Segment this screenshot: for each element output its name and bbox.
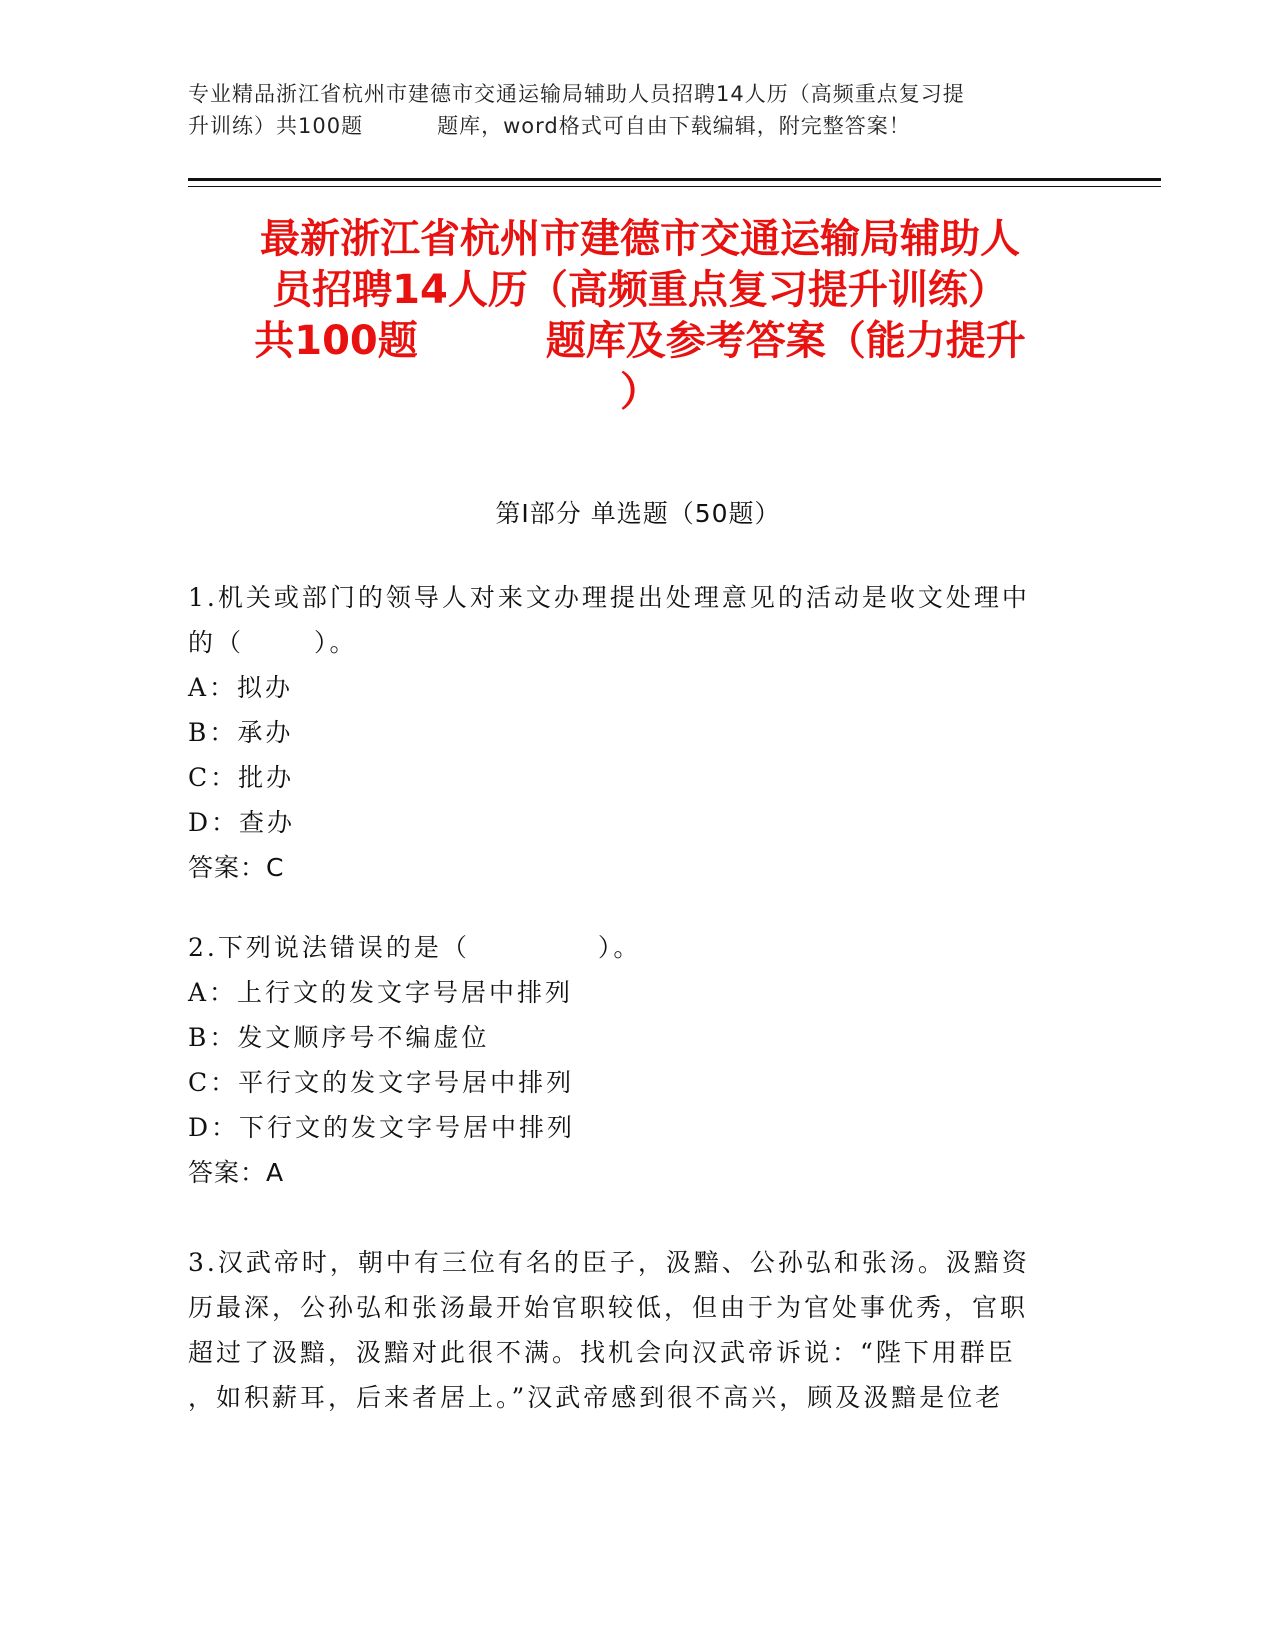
- question-2: [188, 925, 1068, 1195]
- question-3-line-4: ，如积薪耳，后来者居上。”汉武帝感到很不高兴，顾及汲黯是位老: [188, 1383, 1004, 1412]
- question-3-line-2: 历最深，公孙弘和张汤最开始官职较低，但由于为官处事优秀，官职: [188, 1293, 1029, 1322]
- question-1-stem-line-1: 1.机关或部门的领导人对来文办理提出处理意见的活动是收文处理中: [188, 583, 1030, 612]
- question-3-line-1: 3.汉武帝时，朝中有三位有名的臣子，汲黯、公孙弘和张汤。汲黯资: [188, 1248, 1030, 1277]
- option-d: D：查办: [188, 808, 296, 837]
- answer: 答案：A: [188, 1158, 285, 1187]
- question-2-stem-line-1: [188, 925, 1068, 970]
- title-line-2: 员招聘14人历（高频重点复习提升训练）: [272, 267, 1008, 313]
- title-line-3-part-2: 题库及参考答案（能力提升: [545, 318, 1026, 364]
- title-line-3: [190, 316, 1090, 367]
- header-divider-thick: [188, 178, 1161, 181]
- section-heading: 第Ⅰ部分 单选题（50题）: [495, 499, 781, 528]
- option-a: A：上行文的发文字号居中排列: [188, 978, 574, 1007]
- option-b: B：发文顺序号不编虚位: [188, 1023, 490, 1052]
- option-d: D：下行文的发文字号居中排列: [188, 1113, 576, 1142]
- stem-open: 的（: [188, 628, 245, 657]
- title-line-1: 最新浙江省杭州市建德市交通运输局辅助人: [260, 216, 1020, 262]
- option-c: C：批办: [188, 763, 295, 792]
- option-b: B：承办: [188, 718, 294, 747]
- header-line-2-part-2: 题库，word格式可自由下载编辑，附完整答案！: [437, 114, 911, 138]
- document-title: [190, 214, 1090, 418]
- header-divider-thin: [188, 186, 1161, 187]
- option-a: A：拟办: [188, 673, 294, 702]
- stem-open: 2.下列说法错误的是（: [188, 933, 470, 962]
- stem-close: ）。: [597, 933, 642, 962]
- title-line-4: ）: [620, 369, 660, 415]
- title-line-3-part-1: 共100题: [254, 318, 418, 364]
- header-line-2-part-1: 升训练）共100题: [188, 114, 364, 138]
- question-1: [188, 575, 1068, 890]
- header-line-1: 专业精品浙江省杭州市建德市交通运输局辅助人员招聘14人历（高频重点复习提: [188, 82, 965, 106]
- question-1-stem-line-2: [188, 620, 1068, 665]
- answer: 答案：C: [188, 853, 285, 882]
- stem-close: ）。: [314, 628, 358, 657]
- question-3-line-3: 超过了汲黯，汲黯对此很不满。找机会向汉武帝诉说：“陛下用群臣: [188, 1338, 1016, 1367]
- question-3: [188, 1240, 1068, 1420]
- header-line-2: [188, 110, 1068, 140]
- option-c: C：平行文的发文字号居中排列: [188, 1068, 575, 1097]
